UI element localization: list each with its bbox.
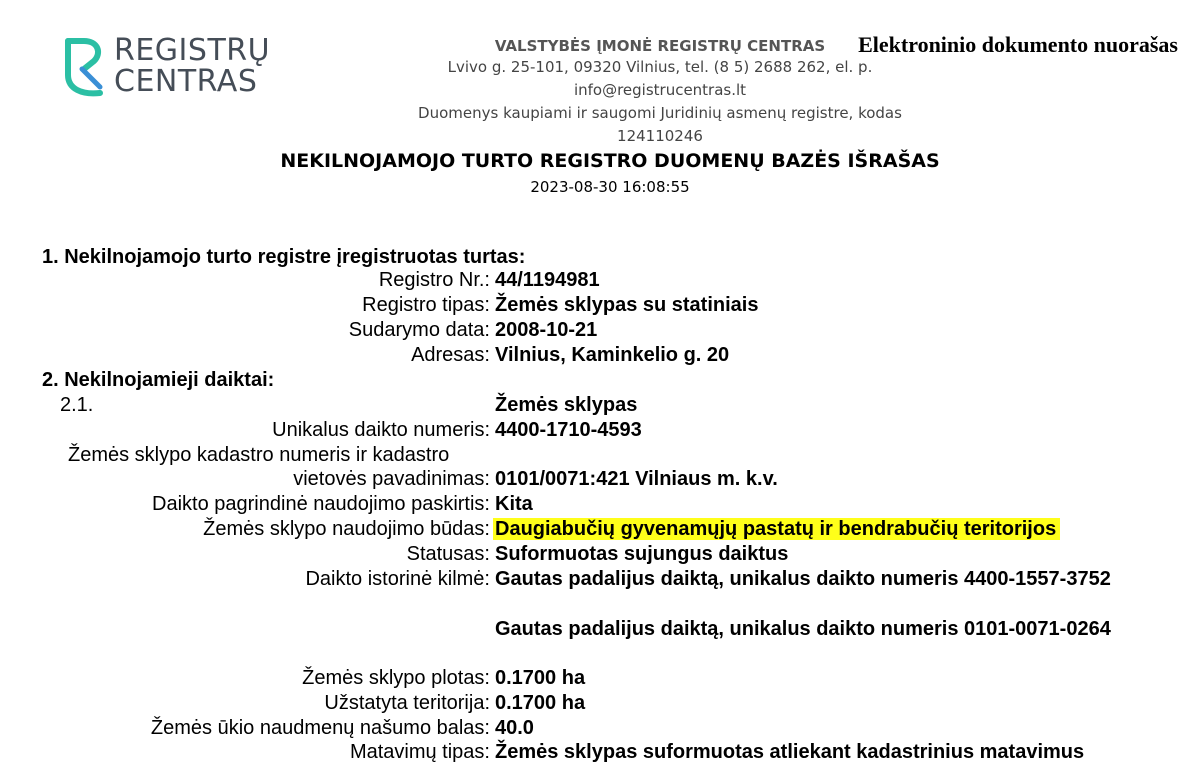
field-label: Užstatyta teritorija:	[324, 692, 490, 714]
field-label: Registro tipas:	[362, 294, 490, 316]
logo-mark-icon	[64, 35, 108, 99]
organization-header	[400, 36, 920, 148]
field-value: 4400-1710-4593	[495, 419, 642, 441]
field-value: 0.1700 ha	[495, 692, 586, 714]
item-number: 2.1.	[60, 394, 94, 416]
section2-heading: 2. Nekilnojamieji daiktai:	[42, 369, 275, 391]
field-value: 2008-10-21	[495, 319, 598, 341]
field-value: Gautas padalijus daiktą, unikalus daikto numeris 0101-0071-0264	[495, 618, 1111, 640]
field-label: Unikalus daikto numeris:	[272, 419, 490, 441]
field-value-highlighted	[495, 517, 1155, 542]
highlighted-text: Daugiabučių gyvenamųjų pastatų ir bendrabučių teritorijos	[493, 518, 1060, 540]
field-label: Matavimų tipas:	[349, 741, 490, 763]
registru-centras-logo	[64, 33, 271, 101]
field-label: Žemės sklypo naudojimo būdas:	[203, 518, 490, 540]
org-name: VALSTYBĖS ĮMONĖ REGISTRŲ CENTRAS	[494, 37, 826, 55]
logo-text	[114, 35, 270, 97]
field-label: Žemės sklypo kadastro numeris ir kadastro	[68, 444, 450, 466]
field-label: Registro Nr.:	[378, 269, 490, 291]
section1-heading: 1. Nekilnojamojo turto registre įregistruotas turtas:	[42, 246, 526, 268]
org-address: Lvivo g. 25-101, 09320 Vilnius, tel. (8 5) 2688 262, el. p. info@registrucentras.lt	[447, 58, 873, 99]
field-label: Daikto pagrindinė naudojimo paskirtis:	[152, 493, 490, 515]
field-value: Vilnius, Kaminkelio g. 20	[495, 344, 730, 366]
field-value: Suformuotas sujungus daiktus	[495, 543, 789, 565]
field-label: vietovės pavadinimas:	[293, 468, 490, 490]
field-value: 44/1194981	[495, 269, 600, 291]
field-label: Žemės sklypo plotas:	[302, 667, 490, 689]
field-value: Žemės sklypas su statiniais	[495, 294, 759, 316]
field-label: Adresas:	[411, 344, 490, 366]
org-registry: Duomenys kaupiami ir saugomi Juridinių asmenų registre, kodas 124110246	[418, 104, 902, 145]
field-value: 0101/0071:421 Vilniaus m. k.v.	[495, 468, 778, 490]
field-label: Statusas:	[406, 543, 490, 565]
logo-line1: REGISTRŲ	[114, 33, 271, 68]
document-datetime: 2023-08-30 16:08:55	[530, 178, 690, 196]
field-value: 40.0	[495, 717, 534, 739]
logo-line2: CENTRAS	[114, 64, 258, 99]
field-value: Kita	[495, 493, 533, 515]
document-title: NEKILNOJAMOJO TURTO REGISTRO DUOMENŲ BAZĖS IŠRAŠAS	[280, 150, 940, 172]
field-label: Žemės ūkio naudmenų našumo balas:	[150, 717, 490, 739]
field-label: Sudarymo data:	[348, 319, 490, 341]
document-stamp: Elektroninio dokumento nuorašas	[858, 32, 1178, 57]
item-title: Žemės sklypas	[495, 394, 638, 416]
field-label: Daikto istorinė kilmė:	[305, 568, 490, 590]
field-value: Žemės sklypas suformuotas atliekant kadastrinius matavimus	[495, 741, 1085, 763]
field-value: 0.1700 ha	[495, 667, 586, 689]
field-value: Gautas padalijus daiktą, unikalus daikto numeris 4400-1557-3752	[495, 568, 1111, 590]
